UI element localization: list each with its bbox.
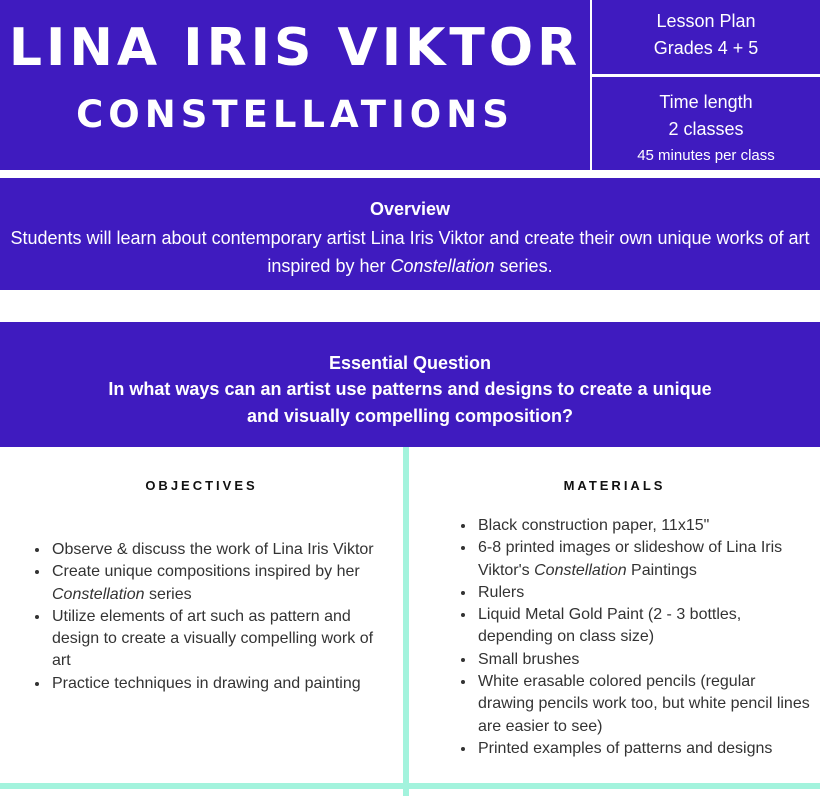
lesson-plan-label: Lesson Plan <box>656 11 756 31</box>
column-divider <box>403 447 409 796</box>
material-text-start: 6-8 printed images or slideshow of Lina Iris Viktor's <box>478 539 783 579</box>
material-series-name: Constellation <box>534 561 627 579</box>
page-subtitle: CONSTELLATIONS <box>76 93 514 136</box>
overview-series-name: Constellation <box>390 256 495 276</box>
list-item: • Rulers <box>476 582 812 604</box>
grades-label: Grades 4 + 5 <box>653 38 759 58</box>
overview-heading: Overview <box>369 199 451 219</box>
overview-text-end: series. <box>494 256 553 276</box>
list-item: • Small brushes <box>476 649 812 671</box>
time-length-label: Time length <box>659 92 753 112</box>
list-item: • Black construction paper, 11x15" <box>476 515 812 537</box>
list-item: • Observe & discuss the work of Lina Iris Viktor <box>50 539 396 561</box>
page-title: LINA IRIS VIKTOR <box>8 18 582 78</box>
material-text-end: Paintings <box>626 561 697 579</box>
objective-series-name: Constellation <box>52 585 145 603</box>
list-item <box>50 561 396 606</box>
list-item <box>476 537 812 582</box>
objective-text-start: Create unique compositions inspired by her <box>52 563 360 581</box>
overview-text-start: Students will learn about contemporary artist Lina Iris Viktor and create their own unique works of art inspired by her <box>10 228 810 276</box>
time-info-box <box>592 77 820 170</box>
list-item: • White erasable colored pencils (regular drawing pencils work too, but white pencil lines are easier to see) <box>476 671 812 738</box>
essential-question-line-2: and visually compelling composition? <box>246 406 574 426</box>
classes-count: 2 classes <box>668 119 744 139</box>
overview-section <box>0 178 820 290</box>
bottom-rule <box>0 783 820 789</box>
overview-text <box>0 224 820 280</box>
objectives-list <box>26 539 396 695</box>
objective-text-end: series <box>144 585 192 603</box>
essential-question-section <box>0 322 820 447</box>
essential-question-heading: Essential Question <box>328 353 492 373</box>
list-item: • Liquid Metal Gold Paint (2 - 3 bottles, depending on class size) <box>476 604 812 649</box>
materials-list <box>452 515 812 760</box>
list-item: • Printed examples of patterns and designs <box>476 738 812 760</box>
materials-heading: MATERIALS <box>563 478 666 493</box>
list-item: • Practice techniques in drawing and painting <box>50 673 396 695</box>
minutes-per-class: 45 minutes per class <box>637 147 775 164</box>
objectives-heading: OBJECTIVES <box>145 478 258 493</box>
list-item: • Utilize elements of art such as pattern and design to create a visually compelling work of art <box>50 606 396 673</box>
essential-question-line-1: In what ways can an artist use patterns and designs to create a unique <box>108 379 712 399</box>
lesson-info-box <box>592 0 820 74</box>
